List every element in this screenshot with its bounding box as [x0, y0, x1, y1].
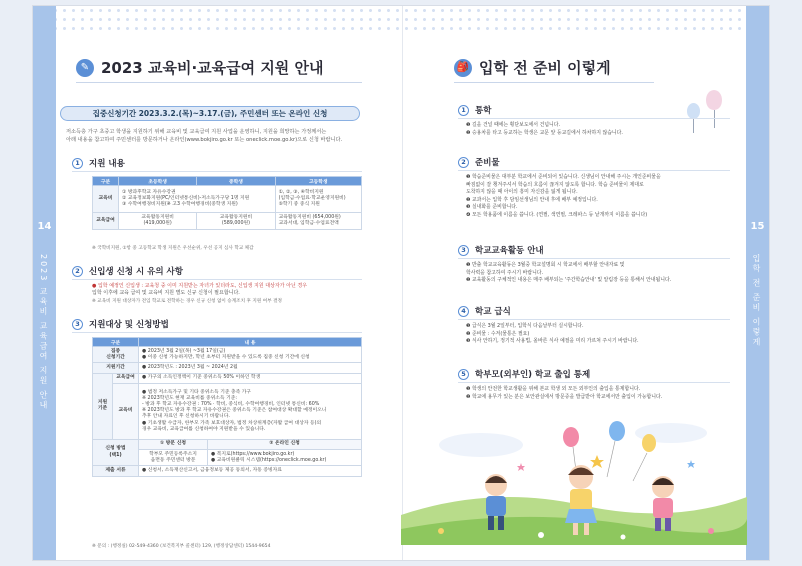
section-number-badge: 2: [72, 266, 83, 277]
section-title: 지원대상 및 신청방법: [89, 320, 169, 330]
table-cell: ● 2023학년도 : 2023년 3월 ~ 2024년 2월: [139, 363, 362, 373]
section-2-heading: [72, 265, 183, 277]
table-cell: ① 방과후학교 자유수강권 ② 교육정보화지원(PC/인터넷통신비)-저소득가구당 1명 지원 ③ 수학여행경비지원(※ 고3 수학여행경비(중학생 지원): [119, 186, 276, 213]
section-title: 학교 급식: [475, 307, 511, 317]
section-number-badge: 3: [458, 245, 469, 256]
list-item: ❷ 학교에 용무가 있는 분은 보안관실에서 방문증을 발급받아 학교에서만 출입이 가능합니다.: [466, 393, 663, 400]
method-header: ① 방문 신청: [139, 439, 208, 449]
section-title: 신입생 신청 시 유의 사항: [89, 267, 183, 277]
row-label: 집중 신청기간: [93, 347, 139, 363]
application-period-banner: 집중신청기간 2023.3.2.(목)~3.17.(금), 주민센터 또는 온라인 신청: [60, 106, 360, 121]
table-header: 초등학생: [119, 177, 197, 186]
list-item: ❷ 교육활동의 구체적인 내용은 매주 배부되는 '주간학습안내' 및 알림장 등을 통해서 안내됩니다.: [466, 277, 672, 284]
section-number-badge: 5: [458, 369, 469, 380]
list-item: ❷ 교과서는 입학 후 담임선생님의 안내 후에 배부 예정입니다.: [466, 196, 598, 203]
children-illustration: [401, 405, 747, 545]
intro-line-2: 아래 내용을 참고하여 주민센터를 방문하거나 온라인(www.bokjiro.go.kr 또는 oneclick.moe.go.kr)으로 신청 바랍니다.: [66, 137, 343, 143]
table-cell: 교육활동지원비 (654,000원) 교과서대, 입학금·수업료전액: [275, 213, 361, 230]
right-section-3-rule: [458, 258, 730, 259]
list-item: ❶ 길을 건널 때에는 횡단보도에서 건넙니다.: [466, 122, 561, 128]
list-item: 빠짐없이 잘 챙겨주셔서 학습의 흐름이 끊겨지 않도록 합니다. 학습 준비물이 제대로: [466, 181, 644, 188]
section-1-note: ※ 국학비지원, ①항 중 고등학교 학생 지원은 우선순위, 우선 공지 심사 학교 체감: [92, 246, 254, 251]
right-section-4-rule: [458, 319, 730, 320]
section-1-rule: [72, 171, 362, 172]
right-section-3-list: [466, 262, 736, 285]
method-header: ② 온라인 신청: [208, 439, 362, 449]
row-sublabel: 교육비: [113, 383, 139, 439]
table-header: 내 용: [139, 338, 362, 347]
left-side-stripe: [33, 6, 56, 560]
section-3-heading: [72, 318, 169, 330]
right-page-number: 15: [750, 221, 765, 232]
left-page-number: 14: [37, 221, 52, 232]
right-section-3-heading: [458, 244, 544, 256]
right-side-stripe: [746, 6, 769, 560]
list-item: 학사력을 참고하여 주시기 바랍니다.: [466, 269, 544, 276]
section-2-list: [92, 283, 307, 305]
kids-scene-svg: [401, 405, 747, 545]
table-cell: ● 2023년 3월 2일(목) ~3월 17일(금) ● 이중 신청 가능하지만, 학년 초부터 지원받을 수 있도록 집중 신청 기간에 신청: [139, 347, 362, 363]
row-label: 신청 방법 (택1): [93, 439, 139, 466]
right-section-2-rule: [458, 170, 730, 171]
list-item: ❷ 준비물 : 수저(물통은 필요): [466, 330, 530, 337]
section-3-rule: [72, 332, 362, 333]
right-section-5-heading: [458, 368, 590, 380]
section-title: 준비물: [475, 158, 500, 168]
list-item: ※ 교육비 지원 대상자가 전입 학교로 전학하는 경우 신규 신청 없이 승계조치 후 지원 여부 결정: [92, 298, 282, 304]
table-cell: 교육활동지원비 (419,000원): [119, 213, 197, 230]
left-title-rule: [76, 82, 362, 83]
section-number-badge: 1: [458, 105, 469, 116]
row-label: 제출 서류: [93, 466, 139, 476]
balloon-icon: [706, 90, 722, 110]
table-cell: ● 복지로(https://www.bokjiro.go.kr) ● 교육비원클릭 시스템(https://oneclick.moe.go.kr): [208, 450, 362, 466]
right-section-1-rule: [458, 118, 730, 119]
right-section-1-list: [466, 122, 736, 137]
table-header: 중학생: [197, 177, 275, 186]
list-item: ❸ 실내화를 준비합니다.: [466, 204, 518, 211]
list-item: 도착하지 않을 때 아이의 흥미 자신감을 잃게 됩니다.: [466, 189, 578, 196]
table-header: 구분: [93, 338, 139, 347]
dotted-top-border: [33, 6, 769, 36]
table-cell: ● 가구의 소득인정액이 기준 중위소득 50% 이하인 학생: [139, 373, 362, 383]
table-header: 고등학생: [275, 177, 361, 186]
right-title-text: 입학 전 준비 이렇게: [479, 59, 611, 77]
table-cell: ● 신청서, 소득재산신고서, 금융정보등 제공 동의서, 자동 증빙자료: [139, 466, 362, 476]
left-side-label: 2023 교육비 교육급여 지원 안내: [39, 254, 48, 411]
row-sublabel: 교육급여: [113, 373, 139, 383]
section-title: 학교교육활동 안내: [475, 246, 544, 256]
section-1-heading: [72, 157, 125, 169]
right-side-label: 입학 전 준비 이렇게: [752, 254, 761, 348]
right-section-2-list: [466, 174, 736, 220]
contact-note: ※ 문의 : (행정실) 02-549-4360 (보건복지부 콜센터) 129, (행정상담센터) 1544-9654: [92, 544, 271, 549]
section-2-rule: [72, 279, 362, 280]
row-label: 교육비: [93, 186, 119, 213]
list-item: ❸ 식사 안하기, 정기적 사용법, 올바른 식사 예절을 미리 가르쳐 주시기 바랍니다.: [466, 338, 639, 345]
right-section-5-rule: [458, 382, 730, 383]
section-number-badge: 1: [72, 158, 83, 169]
right-section-5-list: [466, 386, 736, 401]
intro-text: [66, 128, 361, 144]
list-item: ● 입학 예정인 신입생 : 교육청 중 이미 지원받는 자녀가 있더라도, 신입생 지원 대상자가 아닌 경우: [92, 283, 308, 289]
eligibility-table: [92, 337, 362, 477]
table-cell: 학부모 주민등록주소지 읍면동 주민센터 방문: [139, 450, 208, 466]
section-title: 통학: [475, 106, 492, 116]
list-item: ❶ 반출 학교교육활동은 3월중 학교설명회 시 학교에서 배부할 안내자료 및: [466, 262, 625, 268]
table-cell: ● 법정 저소득가구 및 기타 중위소득 기준 충족 가구 ※ 2023학년도 현재 교육비를 중위소득 기준: - 방과 후 학교 자유수강권 : 70% · 학비, 중식비, 수학여행경비, 인터넷 통신비: 60% ※ 2023학년도 방과 후 학교 자유수강권은 중위소득 기준은 참여대상 확대할 예정이오니 추후 안내 자료인 후 신청하시기 바랍니다. ● 기초생활 수급자, 한부모 가족 보호대상자, 법정 차상위계층(자활 급여 대상자 등)의 경우 교육비, 교육급여를 신청하여야 지원받을 수 있습니다.: [139, 383, 362, 439]
section-title: 학부모(외부인) 학교 출입 통제: [475, 370, 591, 380]
right-title-rule: [454, 82, 654, 83]
right-section-4-list: [466, 323, 736, 346]
section-title: 지원 내용: [89, 159, 125, 169]
balloon-icon: [687, 103, 700, 119]
table-header: 구분: [93, 177, 119, 186]
row-label: 지원기간: [93, 363, 139, 373]
table-cell: ①, ②, ③, ④학비지원 (입학금·수업료·학교운영지원비) ⑤학기 중 중식 지원: [275, 186, 361, 213]
section-number-badge: 2: [458, 157, 469, 168]
table-cell: 교육활동지원비 (589,000원): [197, 213, 275, 230]
list-item: ❹ 모든 학용품에 이름을 씁니다. (연필, 색연필, 크레파스 등 낱개까지 이름을 씁니다): [466, 211, 648, 218]
row-label: 지원 기준: [93, 373, 113, 439]
list-item: ❶ 학습준비물은 대부분 학교에서 준비되어 있습니다. 신생님이 안내해 주시는 개인준비물을: [466, 174, 661, 180]
list-item: ❶ 학생의 안전한 학교생활을 위해 본교 학생 외 모든 외부인의 출입을 통제합니다.: [466, 386, 641, 392]
list-item: ❷ 승용차를 타고 등교하는 학생은 교문 앞 등교길에서 하차하지 않습니다.: [466, 129, 623, 136]
right-section-1-heading: [458, 104, 491, 116]
left-title-text: 2023 교육비·교육급여 지원 안내: [101, 59, 324, 77]
section-number-badge: 3: [72, 319, 83, 330]
list-item: ❶ 급식은 3월 2일부터, 입학식 다음날부터 실시합니다.: [466, 323, 584, 329]
left-page-title: [76, 57, 324, 78]
intro-line-1: 저소득층 가구 초중고 학생을 지원하기 위해 교육비 및 교육급여 지원 사업을 운영하니, 지원을 희망하는 가정께서는: [66, 129, 327, 135]
list-item: 입학 이후에 교육 급여 및 교육비 지원 별도 신규 신청이 필요합니다.: [92, 290, 240, 297]
right-section-4-heading: [458, 305, 511, 317]
right-section-2-heading: [458, 156, 500, 168]
support-content-table: [92, 176, 362, 230]
section-number-badge: 4: [458, 306, 469, 317]
row-label: 교육급여: [93, 213, 119, 230]
school-bag-icon: 🎒: [454, 59, 472, 77]
right-page-title: [454, 57, 611, 78]
document-icon: ✎: [76, 59, 94, 77]
